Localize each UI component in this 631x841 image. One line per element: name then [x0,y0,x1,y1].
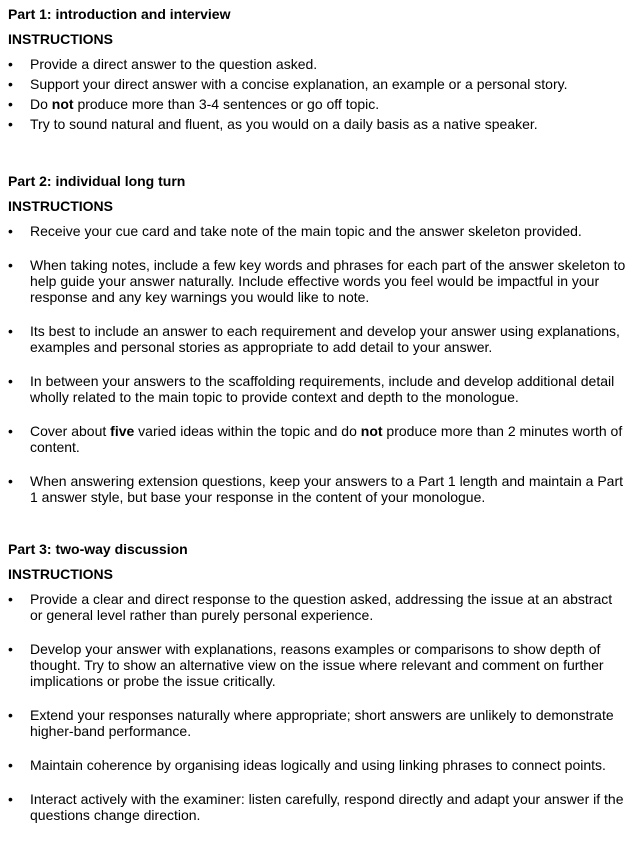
list-item: • Its best to include an answer to each requirement and develop your answer using explanations, examples and personal stories as appropriate to add detail to your answer. [8,323,620,355]
bullet-icon: • [8,423,13,439]
part1-instructions-label: INSTRUCTIONS [8,31,113,47]
part3-list [8,591,626,823]
part2-title: Part 2: individual long turn [8,173,186,189]
list-item: • In between your answers to the scaffolding requirements, include and develop additional detail wholly related to the main topic to provide context and depth to the monologue. [8,373,615,405]
bullet-icon: • [8,323,13,339]
list-item: • Do not produce more than 3-4 sentences or go off topic. [8,96,380,112]
emphasis-text: five [110,423,135,439]
part3-title: Part 3: two-way discussion [8,541,188,557]
bullet-icon: • [8,707,13,723]
emphasis-text: not [360,423,383,439]
list-item: • Cover about five varied ideas within the topic and do not produce more than 2 minutes worth of content. [8,423,623,455]
list-item: • Support your direct answer with a concise explanation, an example or a personal story. [8,76,568,92]
list-item: • Maintain coherence by organising ideas logically and using linking phrases to connect points. [8,757,606,773]
list-item: • When taking notes, include a few key words and phrases for each part of the answer skeleton to help guide your answer naturally. Include effective words you feel would be impactful in your response and any key warnings you would like to note. [8,257,626,305]
bullet-icon: • [8,641,13,657]
part3-instructions-label: INSTRUCTIONS [8,566,113,582]
bullet-icon: • [8,257,13,273]
part2-list [8,223,626,505]
bullet-icon: • [8,116,13,132]
part1-list [8,56,623,132]
bullet-icon: • [8,96,13,112]
list-item: • Provide a direct answer to the question asked. [8,56,318,72]
bullet-icon: • [8,791,13,807]
bullet-icon: • [8,76,13,92]
part1-section [8,6,623,132]
bullet-icon: • [8,223,13,239]
list-item: • Provide a clear and direct response to the question asked, addressing the issue at an abstract or general level rather than purely personal experience. [8,591,613,623]
list-item: • Develop your answer with explanations, reasons examples or comparisons to show depth of thought. Try to show an alternative view on the issue where relevant and comment on further implications or probe the issue critically. [8,641,604,689]
list-item: • When answering extension questions, keep your answers to a Part 1 length and maintain a Part 1 answer style, but base your response in the content of your monologue. [8,473,624,505]
bullet-icon: • [8,757,13,773]
bullet-icon: • [8,591,13,607]
part2-section [8,173,626,523]
list-item: • Receive your cue card and take note of the main topic and the answer skeleton provided. [8,223,582,239]
part2-instructions-label: INSTRUCTIONS [8,198,113,214]
part3-section [8,541,626,841]
bullet-icon: • [8,373,13,389]
emphasis-text: not [51,96,74,112]
bullet-icon: • [8,473,13,489]
list-item: • Extend your responses naturally where appropriate; short answers are unlikely to demonstrate higher-band performance. [8,707,614,739]
list-item: • Try to sound natural and fluent, as you would on a daily basis as a native speaker. [8,116,538,132]
part1-title: Part 1: introduction and interview [8,6,231,22]
bullet-icon: • [8,56,13,72]
list-item: • Interact actively with the examiner: listen carefully, respond directly and adapt your answer if the questions change direction. [8,791,624,823]
